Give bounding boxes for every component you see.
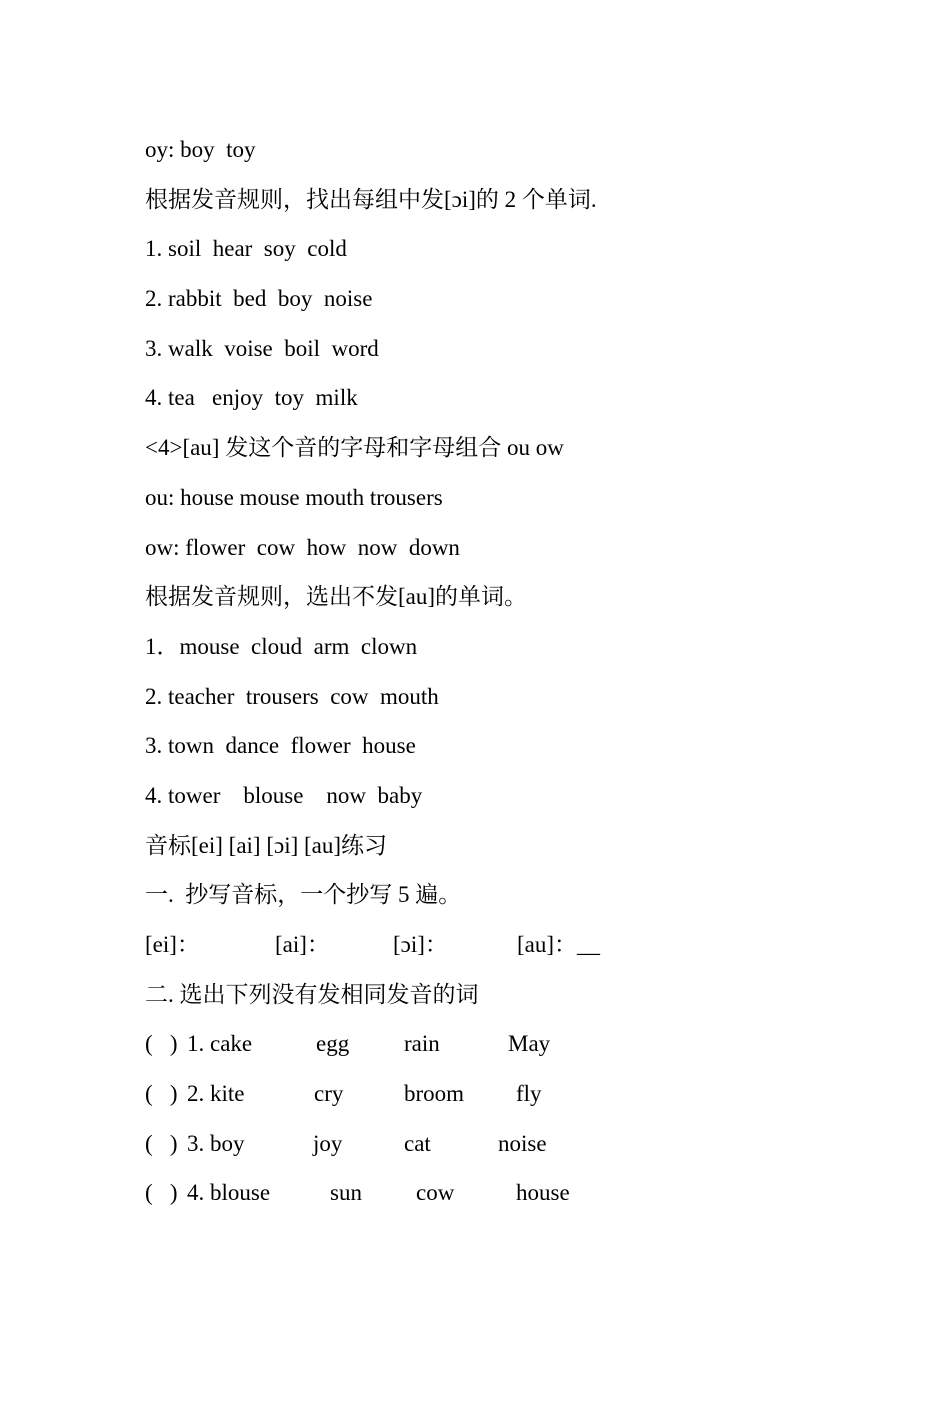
option-word: joy xyxy=(313,1130,343,1156)
question-row xyxy=(145,1026,905,1076)
option-word: sun xyxy=(330,1180,362,1206)
text-line-ou: ou: house mouse mouth trousers xyxy=(145,484,443,510)
option-word: noise xyxy=(498,1130,547,1156)
phonetic-copy-row xyxy=(145,927,905,977)
question-word: 2. kite xyxy=(187,1081,245,1107)
question-row xyxy=(145,1175,905,1225)
instruction-oi: 根据发音规则，找出每组中发[ɔi]的 2 个单词. xyxy=(145,186,597,212)
phonetic-au-label: [au]：__ xyxy=(517,932,601,957)
phonetic-ei-label: [ei]： xyxy=(145,932,200,957)
question-word: 1. cake xyxy=(187,1031,253,1057)
option-word: cow xyxy=(416,1180,455,1206)
au-heading: <4>[au] 发这个音的字母和字母组合 ou ow xyxy=(145,435,564,461)
au-item-4: 4. tower blouse now baby xyxy=(145,782,423,808)
option-word: cat xyxy=(404,1130,431,1156)
exercise-title: 音标[ei] [ai] [ɔi] [au]练习 xyxy=(145,832,388,858)
question-word: 3. boy xyxy=(187,1130,245,1156)
oi-item-4: 4. tea enjoy toy milk xyxy=(145,385,358,411)
option-word: rain xyxy=(404,1031,440,1057)
option-word: broom xyxy=(404,1081,465,1107)
option-word: May xyxy=(508,1031,551,1057)
text-line-ow: ow: flower cow how now down xyxy=(145,534,460,560)
answer-bracket: ( ) xyxy=(145,1081,178,1107)
option-word: egg xyxy=(316,1031,350,1057)
question-row xyxy=(145,1076,905,1126)
instruction-au: 根据发音规则，选出不发[au]的单词。 xyxy=(145,584,528,610)
oi-item-2: 2. rabbit bed boy noise xyxy=(145,286,373,312)
phonetic-oi-label: [ɔi]： xyxy=(393,932,448,957)
oi-item-3: 3. walk voise boil word xyxy=(145,335,379,361)
oi-item-1: 1. soil hear soy cold xyxy=(145,236,347,262)
phonetic-ai-label: [ai]： xyxy=(275,932,330,957)
answer-bracket: ( ) xyxy=(145,1031,178,1057)
question-row xyxy=(145,1126,905,1176)
au-item-1: 1．mouse cloud arm clown xyxy=(145,633,418,659)
option-word: house xyxy=(516,1180,570,1206)
section-one-title: 一. 抄写音标，一个抄写 5 遍。 xyxy=(145,882,462,908)
option-word: fly xyxy=(516,1081,542,1107)
question-word: 4. blouse xyxy=(187,1180,271,1206)
section-two-title: 二. 选出下列没有发相同发音的词 xyxy=(145,981,479,1007)
document-page xyxy=(145,132,905,1225)
option-word: cry xyxy=(314,1081,344,1107)
answer-bracket: ( ) xyxy=(145,1180,178,1206)
answer-bracket: ( ) xyxy=(145,1130,178,1156)
text-line-oy: oy: boy toy xyxy=(145,137,256,162)
au-item-2: 2. teacher trousers cow mouth xyxy=(145,683,439,709)
au-item-3: 3. town dance flower house xyxy=(145,733,416,759)
